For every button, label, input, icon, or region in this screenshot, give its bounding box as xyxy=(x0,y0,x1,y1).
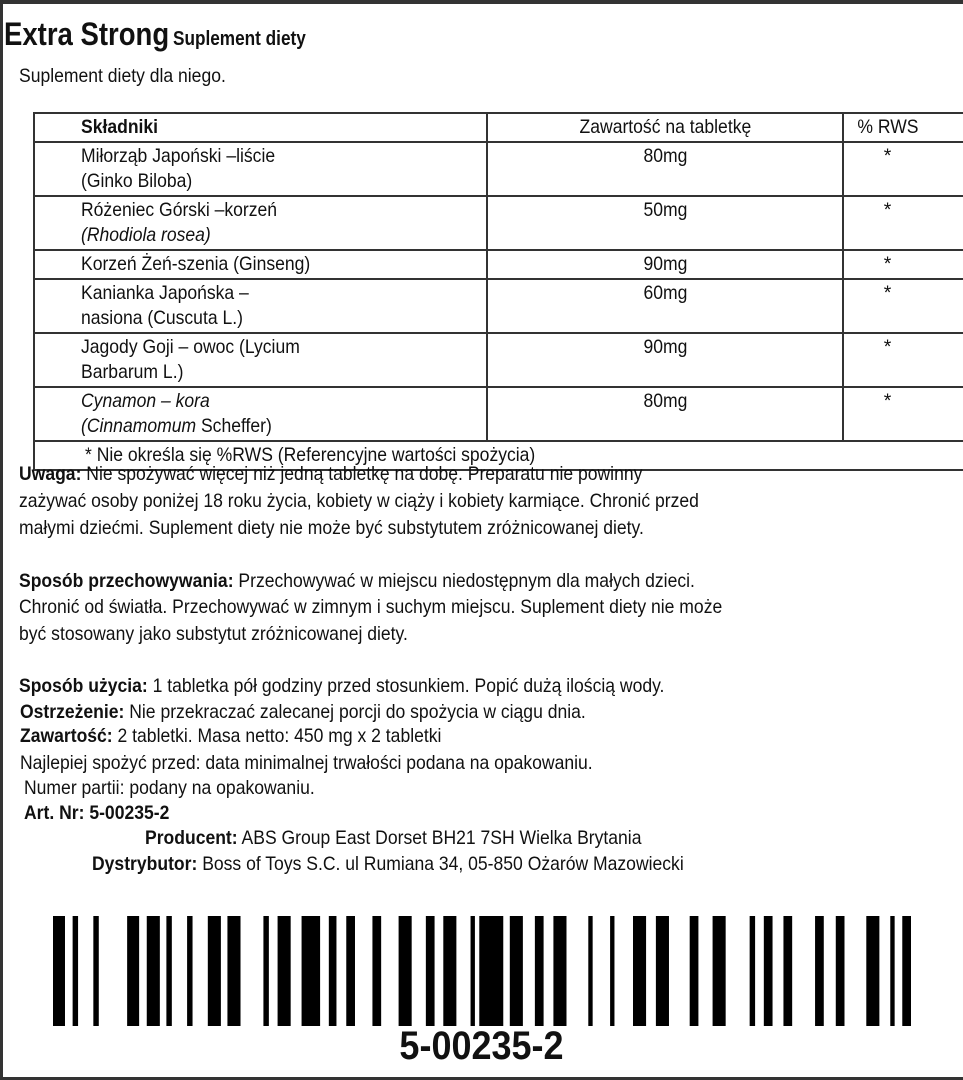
warning-line: Uwaga: Nie spożywać więcej niż jedną tabletkę na dobę. Preparatu nie powinny xyxy=(19,463,643,485)
ingredient-amount: 90mg xyxy=(487,250,843,279)
ingredients-table xyxy=(33,112,963,471)
product-title xyxy=(4,16,306,53)
barcode-bar xyxy=(890,916,894,1026)
ingredient-rws: * xyxy=(843,279,963,333)
table-row xyxy=(34,333,963,387)
ingredient-amount: 80mg xyxy=(487,142,843,196)
rws-footnote: * Nie określa się %RWS (Referencyjne wartości spożycia) xyxy=(34,441,963,470)
table-row xyxy=(34,196,963,250)
barcode-bar xyxy=(127,916,139,1026)
barcode-bar xyxy=(750,916,755,1026)
storage-line: Chronić od światła. Przechowywać w zimnym i suchym miejscu. Suplement diety nie może xyxy=(19,596,723,618)
ingredient-rws: * xyxy=(843,250,963,279)
barcode-bar xyxy=(866,916,879,1026)
best-before-line: Najlepiej spożyć przed: data minimalnej trwałości podana na opakowaniu. xyxy=(20,752,593,774)
barcode-bar xyxy=(902,916,911,1026)
barcode-bar xyxy=(553,916,566,1026)
table-row xyxy=(34,142,963,196)
barcode-bar xyxy=(302,916,321,1026)
barcode xyxy=(53,916,911,1026)
product-name: Extra Strong xyxy=(4,16,170,52)
producer-line: Producent: ABS Group East Dorset BH21 7SH Wielka Brytania xyxy=(145,827,642,849)
ingredient-name: Miłorząb Japoński –liście (Ginko Biloba) xyxy=(34,142,487,196)
ingredient-rws: * xyxy=(843,333,963,387)
barcode-bar xyxy=(93,916,98,1026)
header-amount: Zawartość na tabletkę xyxy=(487,113,843,142)
barcode-bar xyxy=(535,916,544,1026)
header-rws: % RWS xyxy=(843,113,963,142)
table-row xyxy=(34,250,963,279)
ingredient-name: Korzeń Żeń-szenia (Ginseng) xyxy=(34,250,487,279)
warning-line: małymi dziećmi. Suplement diety nie może być substytutem zróżnicowanej diety. xyxy=(19,517,644,539)
batch-line: Numer partii: podany na opakowaniu. xyxy=(24,777,315,799)
barcode-bar xyxy=(764,916,773,1026)
product-description: Suplement diety dla niego. xyxy=(19,65,226,87)
barcode-bar xyxy=(836,916,845,1026)
barcode-bar xyxy=(399,916,412,1026)
barcode-bar xyxy=(713,916,726,1026)
barcode-bar xyxy=(426,916,435,1026)
article-number: Art. Nr: 5-00235-2 xyxy=(24,802,170,824)
ingredient-amount: 80mg xyxy=(487,387,843,441)
barcode-bar xyxy=(479,916,503,1026)
barcode-bar xyxy=(187,916,192,1026)
barcode-bar xyxy=(372,916,381,1026)
barcode-bar xyxy=(588,916,592,1026)
ingredient-rws: * xyxy=(843,142,963,196)
ingredient-amount: 60mg xyxy=(487,279,843,333)
table-header-row xyxy=(34,113,963,142)
barcode-bar xyxy=(227,916,240,1026)
barcode-bar xyxy=(510,916,523,1026)
barcode-bar xyxy=(147,916,160,1026)
warning-line: zażywać osoby poniżej 18 roku życia, kobiety w ciąży i kobiety karmiące. Chronić przed xyxy=(19,490,699,512)
barcode-number: 5-00235-2 xyxy=(399,1024,564,1068)
table-row xyxy=(34,387,963,441)
barcode-bar xyxy=(633,916,646,1026)
barcode-bar xyxy=(53,916,65,1026)
barcode-bar xyxy=(815,916,824,1026)
product-type: Suplement diety xyxy=(172,28,306,50)
caution-line: Ostrzeżenie: Nie przekraczać zalecanej porcji do spożycia w ciągu dnia. xyxy=(20,701,586,723)
barcode-bar xyxy=(166,916,171,1026)
ingredient-name: Cynamon – kora (Cinnamomum Scheffer) xyxy=(34,387,487,441)
contents-line: Zawartość: 2 tabletki. Masa netto: 450 mg x 2 tabletki xyxy=(20,725,442,747)
ingredient-name: Jagody Goji – owoc (Lycium Barbarum L.) xyxy=(34,333,487,387)
usage-line: Sposób użycia: 1 tabletka pół godziny przed stosunkiem. Popić dużą ilością wody. xyxy=(19,675,665,697)
ingredient-name: Różeniec Górski –korzeń (Rhodiola rosea) xyxy=(34,196,487,250)
storage-line: być stosowany jako substytut zróżnicowanej diety. xyxy=(19,623,408,645)
barcode-bar xyxy=(471,916,475,1026)
ingredient-rws: * xyxy=(843,387,963,441)
barcode-bar xyxy=(73,916,78,1026)
ingredient-amount: 90mg xyxy=(487,333,843,387)
barcode-bar xyxy=(263,916,268,1026)
header-ingredients: Składniki xyxy=(34,113,487,142)
barcode-bar xyxy=(329,916,337,1026)
ingredient-rws: * xyxy=(843,196,963,250)
storage-line: Sposób przechowywania: Przechowywać w miejscu niedostępnym dla małych dzieci. xyxy=(19,570,695,592)
ingredient-name: Kanianka Japońska – nasiona (Cuscuta L.) xyxy=(34,279,487,333)
barcode-bar xyxy=(783,916,792,1026)
distributor-line: Dystrybutor: Boss of Toys S.C. ul Rumiana 34, 05-850 Ożarów Mazowiecki xyxy=(92,853,684,875)
barcode-bar xyxy=(346,916,355,1026)
barcode-bar xyxy=(656,916,669,1026)
table-row xyxy=(34,279,963,333)
barcode-bar xyxy=(278,916,291,1026)
barcode-bar xyxy=(443,916,456,1026)
ingredient-amount: 50mg xyxy=(487,196,843,250)
barcode-bar xyxy=(690,916,699,1026)
barcode-bar xyxy=(208,916,221,1026)
barcode-bar xyxy=(610,916,614,1026)
